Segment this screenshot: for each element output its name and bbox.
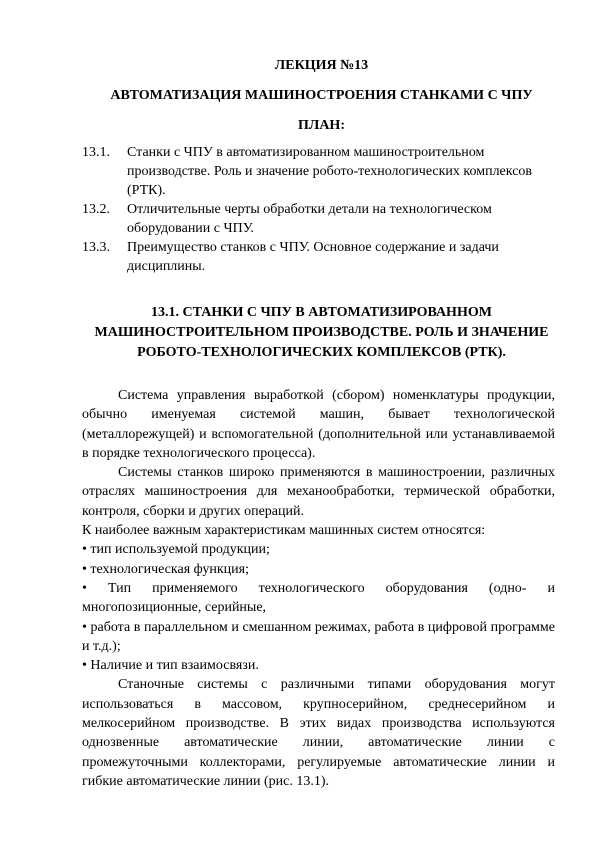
paragraph: Система управления выработкой (сбором) номенклатуры продукции, обычно именуемая системой машин, бывает технологической (металлорежущей) и вспомогательной (дополнительной или устанавливаемой в порядке технологического процесса).	[82, 388, 555, 461]
bullet-item: • Тип применяемого технологического оборудования (одно- и многопозиционные, серийные,	[82, 580, 555, 616]
plan-item-text: Отличительные черты обработки детали на технологическом оборудовании с ЧПУ.	[127, 202, 492, 236]
paragraph: К наиболее важным характеристикам машинных систем относятся:	[82, 523, 486, 539]
body-text	[82, 386, 555, 791]
plan-item-text: Станки с ЧПУ в автоматизированном машиностроительном производстве. Роль и значение робото-технологических комплексов (РТК).	[127, 145, 533, 198]
section-heading: 13.1. СТАНКИ С ЧПУ В АВТОМАТИЗИРОВАННОМ МАШИНОСТРОИТЕЛЬНОМ ПРОИЗВОДСТВЕ. РОЛЬ И ЗНАЧЕНИЕ РОБОТО-ТЕХНОЛОГИЧЕСКИХ КОМПЛЕКСОВ (РТК).	[94, 305, 549, 360]
bullet-item: • работа в параллельном и смешанном режимах, работа в цифровой программе и т.д.);	[82, 619, 555, 654]
plan-item-number: 13.2.	[82, 202, 110, 217]
plan-item	[82, 143, 557, 200]
bullet-item: • тип используемой продукции;	[82, 542, 270, 558]
lecture-number: ЛЕКЦИЯ №13	[274, 58, 369, 73]
plan-item-number: 13.3.	[82, 240, 110, 255]
plan-item	[82, 200, 557, 238]
plan-item	[82, 238, 557, 276]
paragraph: Системы станков широко применяются в машиностроении, различных отраслях машиностроения для механообработки, термической обработки, контроля, сборки и других операций.	[82, 465, 555, 519]
plan-item-text: Преимущество станков с ЧПУ. Основное содержание и задачи дисциплины.	[127, 240, 499, 274]
plan-heading: ПЛАН:	[298, 118, 345, 133]
lecture-title: АВТОМАТИЗАЦИЯ МАШИНОСТРОЕНИЯ СТАНКАМИ С ЧПУ	[110, 88, 533, 103]
bullet-item: • технологическая функция;	[82, 561, 249, 577]
plan-item-number: 13.1.	[82, 145, 110, 160]
paragraph: Станочные системы с различными типами оборудования могут использоваться в массовом, крупносерийном, среднесерийном и мелкосерийном производстве. В этих видах производства используются однозвенные автоматические линии, автоматические линии с промежуточными коллекторами, регулируемые автоматические линии и гибкие автоматические линии (рис. 13.1).	[82, 677, 555, 789]
bullet-item: • Наличие и тип взаимосвязи.	[82, 658, 259, 674]
plan-list	[82, 143, 557, 276]
